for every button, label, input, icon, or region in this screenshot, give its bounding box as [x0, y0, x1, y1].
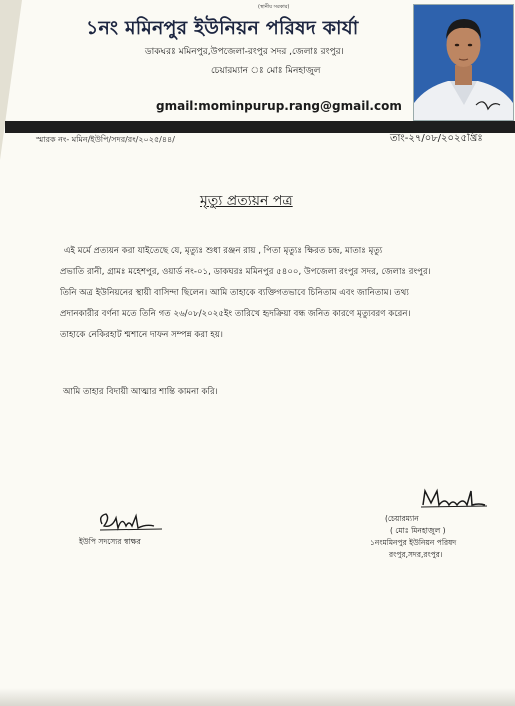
- chairman-name-line: চেয়ারম্যান ঃ মোঃ মিনহাজুল: [211, 66, 321, 76]
- document-title: মৃত্যু প্রত্যয়ন পত্র: [200, 193, 293, 209]
- chairman-signature: [419, 485, 489, 515]
- office-email: gmail:mominpurup.rang@gmail.com: [156, 99, 402, 113]
- govt-label: (স্থানীয় সরকার): [258, 4, 290, 10]
- body-line: এই মর্মে প্রত্যয়ন করা যাইতেছে যে, মৃত্যুঃ শুধা রঞ্জন রায় , পিতা মৃত্যুঃ ক্ষিরত চন্দ্র, মাতাঃ মৃত্যু: [64, 246, 383, 256]
- seal-line: রংপুর,সদর,রংপুর।: [389, 550, 443, 559]
- certificate-body: [60, 241, 492, 346]
- scan-shadow: [0, 688, 515, 706]
- member-signature: [96, 506, 166, 536]
- office-address: ডাকঘরঃ মমিনপুর,উপজেলা-রংপুর সদর ,জেলাঃ রংপুর।: [145, 47, 344, 57]
- body-line: প্রভাতি রানী, গ্রামঃ মহেশপুর, ওয়ার্ড নং-০১, ডাকঘরঃ মমিনপুর ৫৪০০, উপজেলা রংপুর সদর, জেলাঃ রংপুর।: [60, 267, 431, 277]
- office-title: ১নং মমিনপুর ইউনিয়ন পরিষদ কার্যা: [86, 17, 359, 39]
- paper-fold-shadow: [0, 0, 22, 160]
- chairman-seal: [363, 513, 456, 561]
- body-line: প্রদানকারীর বর্ণনা মতে তিনি গত ২৬/০৮/২০২৫ইং তারিখে হৃদক্রিয়া বন্ধ জনিত কারণে মৃত্যুবরণ করেন।: [60, 309, 411, 319]
- body-line: তিনি অত্র ইউনিয়নের স্থায়ী বাসিন্দা ছিলেন। আমি তাহাকে ব্যক্তিগতভাবে চিনিতাম এবং জানিতাম। তথ্য: [60, 288, 409, 298]
- body-line: তাহাকে নেকিরহাট শ্মশানে দাফন সম্পন্ন করা হয়।: [60, 330, 223, 340]
- portrait-photo: [413, 4, 514, 121]
- member-signature-label: ইউপি সদস্যের স্বাক্ষর: [79, 537, 141, 546]
- memo-number: স্মারক নং- মমিন/ইউপি/সদর/রং/২০২৫/৪৪/: [36, 135, 175, 144]
- issue-date: তাং-২৭/০৮/২০২৫খ্রিঃ: [390, 133, 483, 144]
- seal-line: ( মোঃ মিনহাজুল ): [390, 526, 446, 535]
- seal-line: (চেয়ারম্যান: [385, 514, 419, 523]
- seal-line: ১নংমমিনপুর ইউনিয়ন পরিষদ: [370, 538, 457, 547]
- condolence-line: আমি তাহার বিদায়ী আত্মার শান্তি কামনা করি।: [63, 387, 218, 397]
